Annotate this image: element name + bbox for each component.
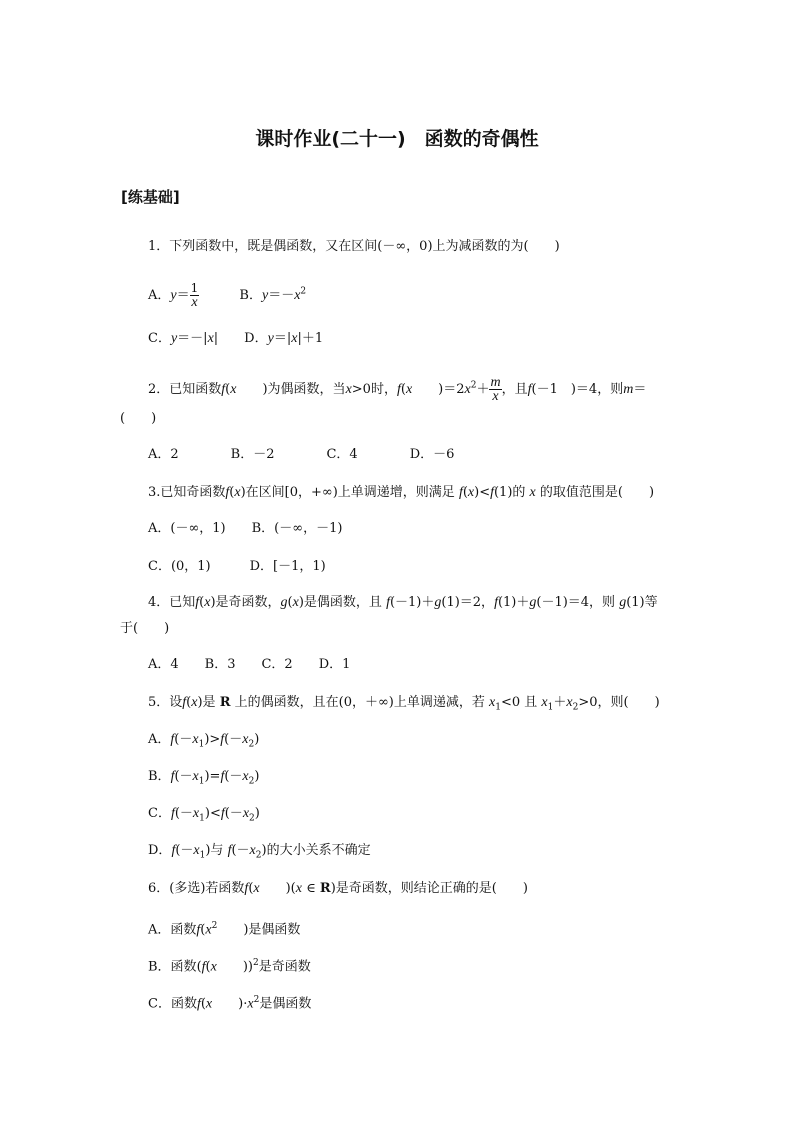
q1-options-cd: C．y＝－|x| D．y＝|x|＋1 xyxy=(148,331,324,346)
q5-option-b: B．$f(-x_1)=f(-x_2)$ xyxy=(148,769,260,787)
q3-options-cd: C．(0，1) D．[－1，1) xyxy=(148,559,326,574)
q2-options: A．2 B．－2 C．4 D．－6 xyxy=(148,447,455,462)
q3-options-ab: A．(－∞，1) B．(－∞，－1) xyxy=(148,521,343,536)
q3-stem: 3.已知奇函数f(x)在区间[0，+∞)上单调递增，则满足 f(x)<f(1)的 x 的取值范围是( ) xyxy=(148,485,655,500)
q1-stem: 1．下列函数中，既是偶函数，又在区间(－∞，0)上为减函数的为( ) xyxy=(148,239,560,254)
q4-options: A．4 B．3 C．2 D．1 xyxy=(148,657,351,672)
q5-option-d: D．$f(-x_1)$与 $f(-x_2)$的大小关系不确定 xyxy=(148,843,371,861)
q5-option-a: A．$f(-x_1)>f(-x_2)$ xyxy=(148,732,260,750)
q1-options-ab: A．y＝ $\frac{1}{x}$ B．$y=-x^2$ xyxy=(148,281,307,310)
q6-option-c: C．函数f(x )$\cdot x^2$是偶函数 xyxy=(148,995,312,1012)
q6-option-a: A．函数$f(x^2$ )是偶函数 xyxy=(148,921,301,938)
q5-stem: 5．设f(x)是 R 上的偶函数，且在(0，＋∞)上单调递减，若 $x_1<0$ 且 $x_1+x_2>0$，则( ) xyxy=(148,695,660,713)
section-heading: [练基础] xyxy=(121,188,180,206)
q2-stem-cont: ( ) xyxy=(120,411,157,426)
q4-stem: 4．已知f(x)是奇函数，g(x)是偶函数，且 f(－1)＋g(1)＝2，f(1)＋g(－1)＝4，则 g(1)等 xyxy=(148,595,658,610)
q6-stem: 6．(多选)若函数f(x )(x ∈ R)是奇函数，则结论正确的是( ) xyxy=(148,881,528,896)
q2-stem: 2．已知函数f(x )为偶函数，当x>0时，f(x )$=2x^2+$ $\frac{m}{x}$ ，且f(－1 )＝4，则m＝ xyxy=(148,375,647,404)
q5-option-c: C．$f(-x_1)<f(-x_2)$ xyxy=(148,806,260,824)
q4-stem-cont: 于( ) xyxy=(120,621,170,636)
page-title: 课时作业(二十一) 函数的奇偶性 xyxy=(255,128,539,150)
q6-option-b: B．函数(f(x ))$^2$是奇函数 xyxy=(148,958,311,975)
